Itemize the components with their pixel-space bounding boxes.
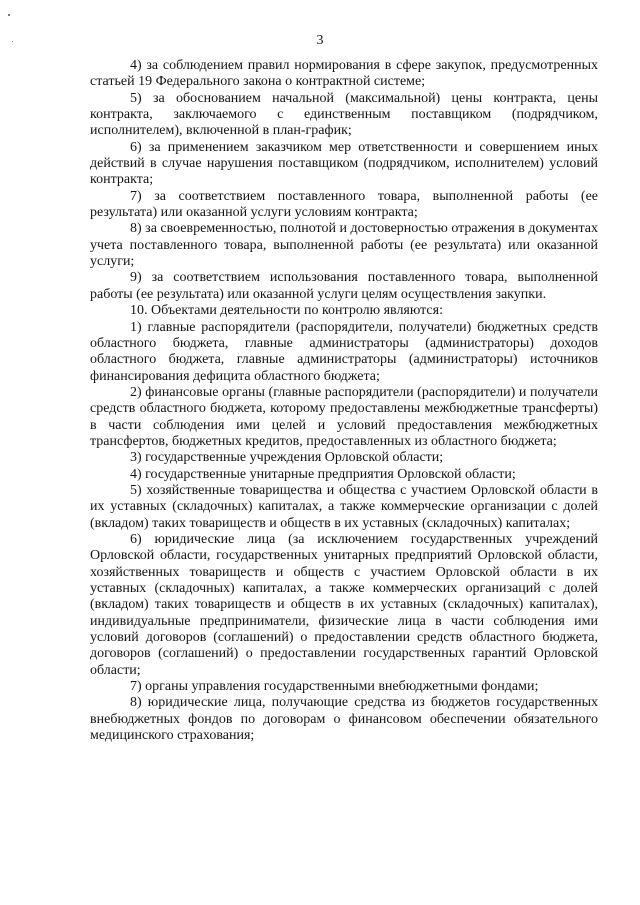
document-body <box>90 58 598 744</box>
paragraph-item-9: 9) за соответствием использования поставленного товара, выполненной работы (ее результата) или оказанной услуги целям осуществления закупки. <box>90 270 598 302</box>
scan-speck <box>8 14 10 16</box>
paragraph-object-3: 3) государственные учреждения Орловской области; <box>130 450 444 466</box>
paragraph-object-7: 7) органы управления государственными внебюджетными фондами; <box>130 679 539 695</box>
paragraph-item-7: 7) за соответствием поставленного товара, выполненной работы (ее результата) или оказанной услуги условиям контракта; <box>90 188 598 221</box>
paragraph-item-5: 5) за обоснованием начальной (максимальной) цены контракта, цены контракта, заключаемого с единственным поставщиком (подрядчиком, исполнителем), включенной в план-график; <box>90 90 598 139</box>
paragraph-item-8: 8) за своевременностью, полнотой и достоверностью отражения в документах учета поставленного товара, выполненной работы (ее результата) или оказанной услуги; <box>90 221 598 270</box>
paragraph-object-5: 5) хозяйственные товарищества и общества с участием Орловской области в их уставных (складочных) капиталах, а также коммерческие организации с долей (вкладом) таких товариществ и обществ в их уставных (складочных) капиталах; <box>90 482 598 531</box>
paragraph-object-8: 8) юридические лица, получающие средства из бюджетов государственных внебюджетных фондов по договорам о финансовом обеспечении обязательного медицинского страхования; <box>90 695 598 744</box>
page-number: 3 <box>316 33 324 48</box>
paragraph-object-1: 1) главные распорядители (распорядители, получатели) бюджетных средств областного бюджета, главные администраторы (администраторы) доходов областного бюджета, главные администраторы (администраторы) источников финансирования дефицита областного бюджета; <box>90 319 598 384</box>
paragraph-item-6: 6) за применением заказчиком мер ответственности и совершением иных действий в случае нарушения поставщиком (подрядчиком, исполнителем) условий контракта; <box>90 139 598 188</box>
paragraph-object-4: 4) государственные унитарные предприятия Орловской области; <box>130 466 516 482</box>
paragraph-section-10: 10. Объектами деятельности по контролю являются: <box>130 303 443 319</box>
paragraph-item-4: 4) за соблюдением правил нормирования в сфере закупок, предусмотренных статьей 19 Федерального закона о контрактной системе; <box>90 58 598 90</box>
paragraph-object-2: 2) финансовые органы (главные распорядители (распорядители) и получатели средств областного бюджета, которому предоставлены межбюджетные трансферты) в части соблюдения ими целей и условий предоставления межбюджетных трансфертов, бюджетных кредитов, предоставленных из областного бюджета; <box>90 384 598 449</box>
paragraph-object-6: 6) юридические лица (за исключением государственных учреждений Орловской области, государственных унитарных предприятий Орловской области, хозяйственных товариществ и обществ с участием Орловской области в их уставных (складочных) капиталах, а также коммерческих организаций с долей (вкладом) таких товариществ и обществ в их уставных (складочных) капиталах), индивидуальные предприниматели, физические лица в части соблюдения ими условий договоров (соглашений) о предоставлении средств областного бюджета, договоров (соглашений) о предоставлении государственных гарантий Орловской области; <box>90 531 598 678</box>
